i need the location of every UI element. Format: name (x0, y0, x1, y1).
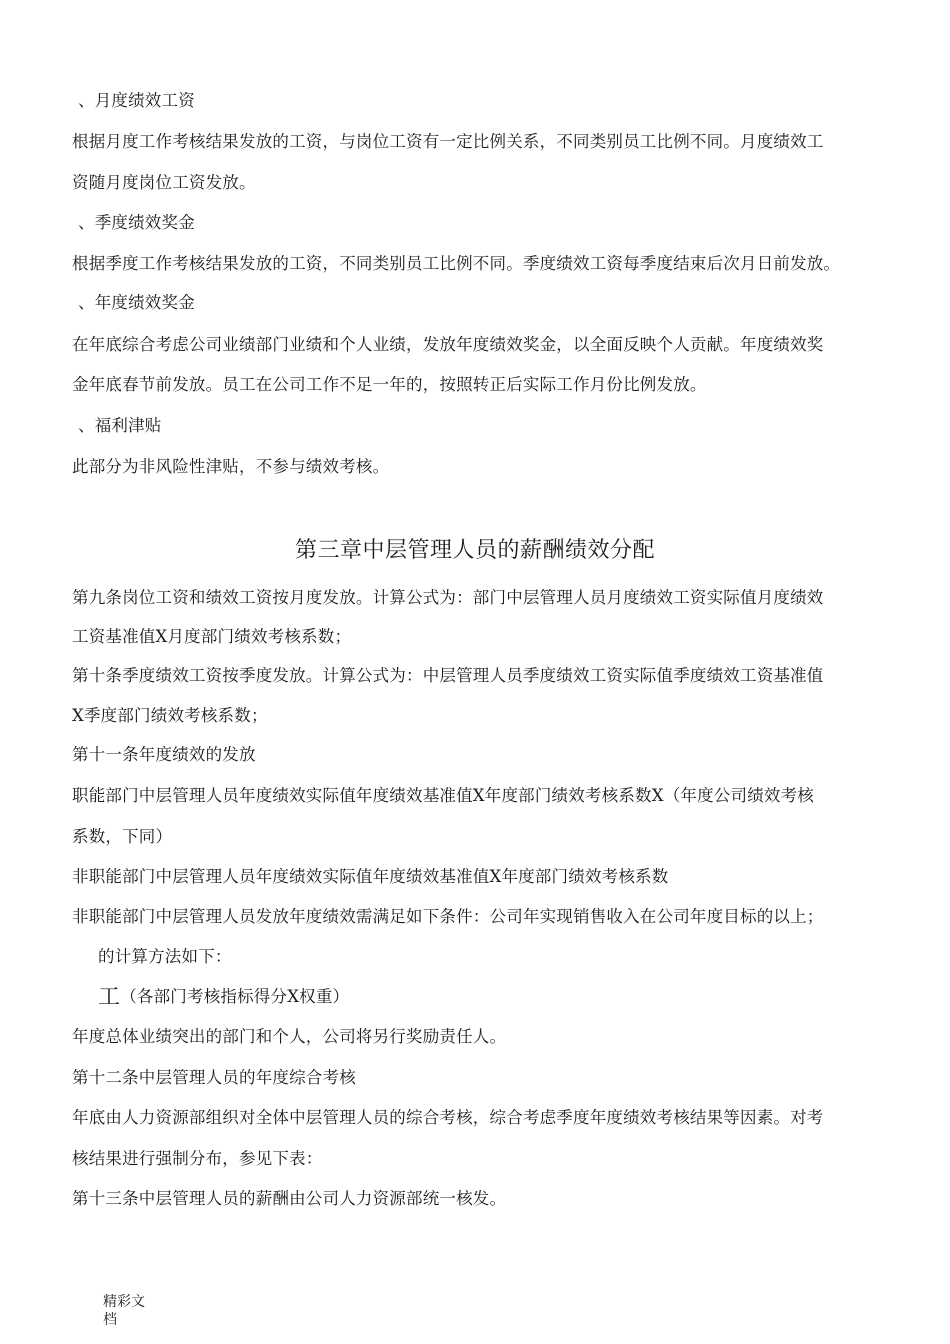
annual-bonus-text-2: 金年底春节前发放。员工在公司工作不足一年的，按照转正后实际工作月份比例发放。 (72, 375, 707, 394)
article-11-functional-line-1: 职能部门中层管理人员年度绩效实际值年度绩效基准值X年度部门绩效考核系数X（年度公司绩效考核 (72, 786, 814, 805)
article-11-reward: 年度总体业绩突出的部门和个人，公司将另行奖励责任人。 (72, 1027, 507, 1046)
article-11-functional-line-2: 系数，下同） (72, 827, 173, 846)
article-11-title: 第十一条年度绩效的发放 (72, 745, 256, 764)
annual-bonus-text-1: 在年底综合考虑公司业绩部门业绩和个人业绩，发放年度绩效奖金，以全面反映个人贡献。年度绩效奖 (72, 335, 824, 354)
monthly-bonus-heading: 、月度绩效工资 (78, 91, 195, 110)
article-9-line-1: 第九条岗位工资和绩效工资按月度发放。计算公式为：部门中层管理人员月度绩效工资实际值月度绩效 (72, 588, 824, 607)
chapter-title: 第三章中层管理人员的薪酬绩效分配 (294, 538, 655, 563)
article-11-nonfunctional: 非职能部门中层管理人员年度绩效实际值年度绩效基准值X年度部门绩效考核系数 (72, 867, 669, 886)
article-9-line-2: 工资基准值X月度部门绩效考核系数； (72, 627, 352, 646)
quarterly-bonus-heading: 、季度绩效奖金 (78, 213, 195, 232)
footer-watermark: 精彩文档 (103, 1294, 145, 1328)
welfare-text: 此部分为非风险性津贴，不参与绩效考核。 (72, 457, 390, 476)
article-11-calc-method: 的计算方法如下： (98, 947, 232, 966)
article-12-line-1: 年底由人力资源部组织对全体中层管理人员的综合考核，综合考虑季度年度绩效考核结果等因素。对考 (72, 1108, 824, 1127)
formula-text: （各部门考核指标得分X权重） (120, 987, 350, 1006)
article-13: 第十三条中层管理人员的薪酬由公司人力资源部统一核发。 (72, 1189, 507, 1208)
article-11-formula (98, 986, 349, 1009)
article-11-condition: 非职能部门中层管理人员发放年度绩效需满足如下条件：公司年实现销售收入在公司年度目标的以上； (72, 907, 824, 926)
monthly-bonus-text-2: 资随月度岗位工资发放。 (72, 173, 256, 192)
article-10-line-2: X季度部门绩效考核系数； (72, 706, 268, 725)
formula-glyph: 工 (98, 985, 121, 1010)
welfare-heading: 、福利津贴 (78, 416, 162, 435)
annual-bonus-heading: 、年度绩效奖金 (78, 293, 195, 312)
article-12-title: 第十二条中层管理人员的年度综合考核 (72, 1068, 356, 1087)
monthly-bonus-text-1: 根据月度工作考核结果发放的工资，与岗位工资有一定比例关系，不同类别员工比例不同。月度绩效工 (72, 132, 824, 151)
article-12-line-2: 核结果进行强制分布，参见下表： (72, 1149, 323, 1168)
quarterly-bonus-text: 根据季度工作考核结果发放的工资，不同类别员工比例不同。季度绩效工资每季度结束后次月日前发放。 (72, 254, 841, 273)
article-10-line-1: 第十条季度绩效工资按季度发放。计算公式为：中层管理人员季度绩效工资实际值季度绩效工资基准值 (72, 666, 824, 685)
